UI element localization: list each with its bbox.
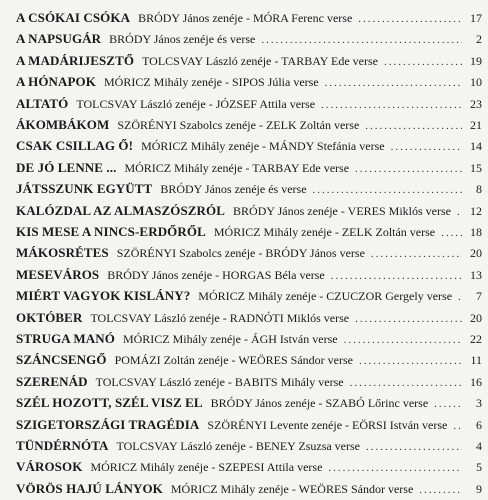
song-credit: SZÖRÉNYI Szabolcs zenéje - BRÓDY János verse (116, 246, 365, 261)
dot-leader (261, 34, 462, 46)
song-title: SZIGETORSZÁGI TRAGÉDIA (16, 416, 200, 432)
song-title: OKTÓBER (16, 309, 83, 325)
song-credit: SZÖRÉNYI Levente zenéje - EÖRSI István verse (207, 417, 448, 432)
song-credit: TOLCSVAY László zenéje - JÓZSEF Attila verse (76, 96, 316, 111)
song-title: KIS MESE A NINCS-ERDŐRŐL (16, 224, 206, 239)
dot-leader (313, 184, 462, 196)
song-title: STRUGA MANÓ (16, 331, 115, 346)
song-credit: BRÓDY János zenéje és verse (160, 182, 307, 197)
song-title: ALTATÓ (16, 95, 69, 111)
dot-leader (331, 270, 462, 282)
page-number: 7 (476, 289, 482, 304)
page-number: 18 (470, 225, 482, 239)
song-title: A NAPSUGÁR (16, 31, 102, 47)
song-credit: BRÓDY János zenéje - SZABÓ Lőrinc verse (210, 396, 429, 411)
song-title: VÁROSOK (16, 459, 83, 475)
page-number: 23 (470, 96, 482, 111)
song-credit: MÓRICZ Mihály zenéje - ZELK Zoltán verse (213, 225, 436, 239)
toc-entry (16, 331, 482, 349)
page-number: 10 (470, 75, 482, 90)
song-title: SZERENÁD (16, 373, 88, 389)
toc-entry (16, 203, 482, 221)
toc-entry (16, 53, 482, 71)
song-title: MESEVÁROS (16, 266, 100, 282)
song-credit: MÓRICZ Mihály zenéje - ÁGH István verse (122, 332, 338, 346)
dot-leader (355, 313, 462, 325)
song-credit: MÓRICZ Mihály zenéje - SZEPESI Attila verse (90, 460, 323, 475)
page-number: 8 (476, 182, 482, 197)
page-number: 20 (470, 310, 482, 325)
song-title: A MADÁRIJESZTŐ (16, 52, 135, 68)
dot-leader (350, 377, 462, 389)
toc-entry (16, 181, 482, 199)
dot-leader (365, 120, 462, 132)
toc-entry (16, 352, 482, 370)
toc-entry (16, 288, 482, 306)
toc-entry (16, 459, 482, 477)
song-title: MIÉRT VAGYOK KISLÁNY? (16, 288, 191, 304)
song-title: A HÓNAPOK (16, 74, 96, 90)
page-number: 14 (470, 139, 482, 154)
toc-entry (16, 10, 482, 28)
song-title: VÖRÖS HAJÚ LÁNYOK (16, 480, 163, 496)
dot-leader (371, 248, 462, 260)
dot-leader (419, 484, 462, 496)
dot-leader (358, 13, 462, 25)
song-credit: TOLCSVAY László zenéje - BABITS Mihály verse (95, 374, 344, 389)
dot-leader (325, 77, 462, 89)
page-number: 6 (476, 417, 482, 432)
toc-entry (16, 117, 482, 135)
dot-leader (453, 420, 462, 432)
dot-leader (434, 398, 462, 410)
song-credit: MÓRICZ Mihály zenéje - CZUCZOR Gergely verse (198, 289, 453, 304)
dot-leader (441, 227, 462, 239)
song-credit: BRÓDY János zenéje - VERES Miklós verse (233, 203, 451, 218)
toc-entry (16, 481, 482, 499)
toc-entry (16, 224, 482, 242)
page-number: 9 (476, 481, 482, 496)
toc-entry (16, 417, 482, 435)
toc-entry (16, 74, 482, 92)
song-credit: SZÖRÉNYI Szabolcs zenéje - ZELK Zoltán verse (117, 118, 360, 132)
toc-entry (16, 31, 482, 49)
page-number: 4 (476, 439, 482, 453)
song-title: SZÁNCSENGŐ (16, 352, 107, 368)
page-number: 3 (476, 396, 482, 411)
song-credit: TOLCSVAY László zenéje - TARBAY Ede verse (142, 53, 378, 68)
page-number: 17 (470, 11, 482, 25)
page-number: 22 (470, 332, 482, 346)
song-credit: TOLCSVAY László zenéje - RADNÓTI Miklós verse (90, 310, 350, 325)
song-title: MÁKOSRÉTES (16, 245, 109, 261)
toc-entry (16, 138, 482, 156)
dot-leader (321, 99, 462, 111)
toc-entry (16, 310, 482, 328)
page-number: 5 (476, 460, 482, 475)
song-title: JÁTSSZUNK EGYÜTT (16, 181, 153, 197)
song-credit: MÓRICZ Mihály zenéje - TARBAY Ede verse (124, 160, 350, 175)
page-number: 16 (470, 374, 482, 389)
toc-entry (16, 374, 482, 392)
dot-leader (384, 56, 462, 68)
song-credit: BRÓDY János zenéje - MÓRA Ferenc verse (138, 11, 353, 25)
page-number: 13 (470, 267, 482, 282)
dot-leader (457, 206, 462, 218)
song-credit: POMÁZI Zoltán zenéje - WEÖRES Sándor verse (114, 353, 353, 368)
song-credit: MÓRICZ Mihály zenéje - WEÖRES Sándor verse (170, 481, 414, 496)
dot-leader (355, 163, 462, 175)
toc-entry (16, 160, 482, 178)
dot-leader (328, 462, 462, 474)
song-title: KALÓZDAL AZ ALMASZÓSZRÓL (16, 202, 226, 218)
song-title: SZÉL HOZOTT, SZÉL VISZ EL (16, 395, 203, 411)
dot-leader (359, 355, 462, 367)
dot-leader (344, 334, 462, 346)
page-number: 11 (470, 353, 482, 368)
toc-entry (16, 395, 482, 413)
toc-entry (16, 96, 482, 114)
page-number: 20 (470, 246, 482, 261)
song-credit: MÓRICZ Mihály zenéje - MÁNDY Stefánia verse (141, 139, 385, 154)
page-number: 12 (470, 203, 482, 218)
song-credit: TOLCSVAY László zenéje - BENEY Zsuzsa verse (116, 439, 361, 453)
page-number: 21 (470, 118, 482, 132)
dot-leader (366, 441, 462, 453)
song-credit: MÓRICZ Mihály zenéje - SIPOS Júlia verse (104, 75, 319, 90)
song-credit: BRÓDY János zenéje - HORGAS Béla verse (107, 267, 325, 282)
song-title: CSAK CSILLAG Ő! (16, 138, 134, 154)
page-number: 2 (476, 32, 482, 47)
page-number: 19 (470, 53, 482, 68)
toc-entry (16, 245, 482, 263)
dot-leader (458, 291, 462, 303)
page-number: 15 (470, 160, 482, 175)
song-title: A CSÓKAI CSÓKA (16, 10, 131, 25)
toc-entry (16, 438, 482, 456)
toc-entry (16, 267, 482, 285)
dot-leader (391, 141, 462, 153)
song-title: DE JÓ LENNE ... (16, 159, 117, 175)
song-credit: BRÓDY János zenéje és verse (109, 32, 256, 47)
song-title: ÁKOMBÁKOM (16, 117, 110, 132)
song-title: TÜNDÉRNÓTA (16, 438, 109, 453)
